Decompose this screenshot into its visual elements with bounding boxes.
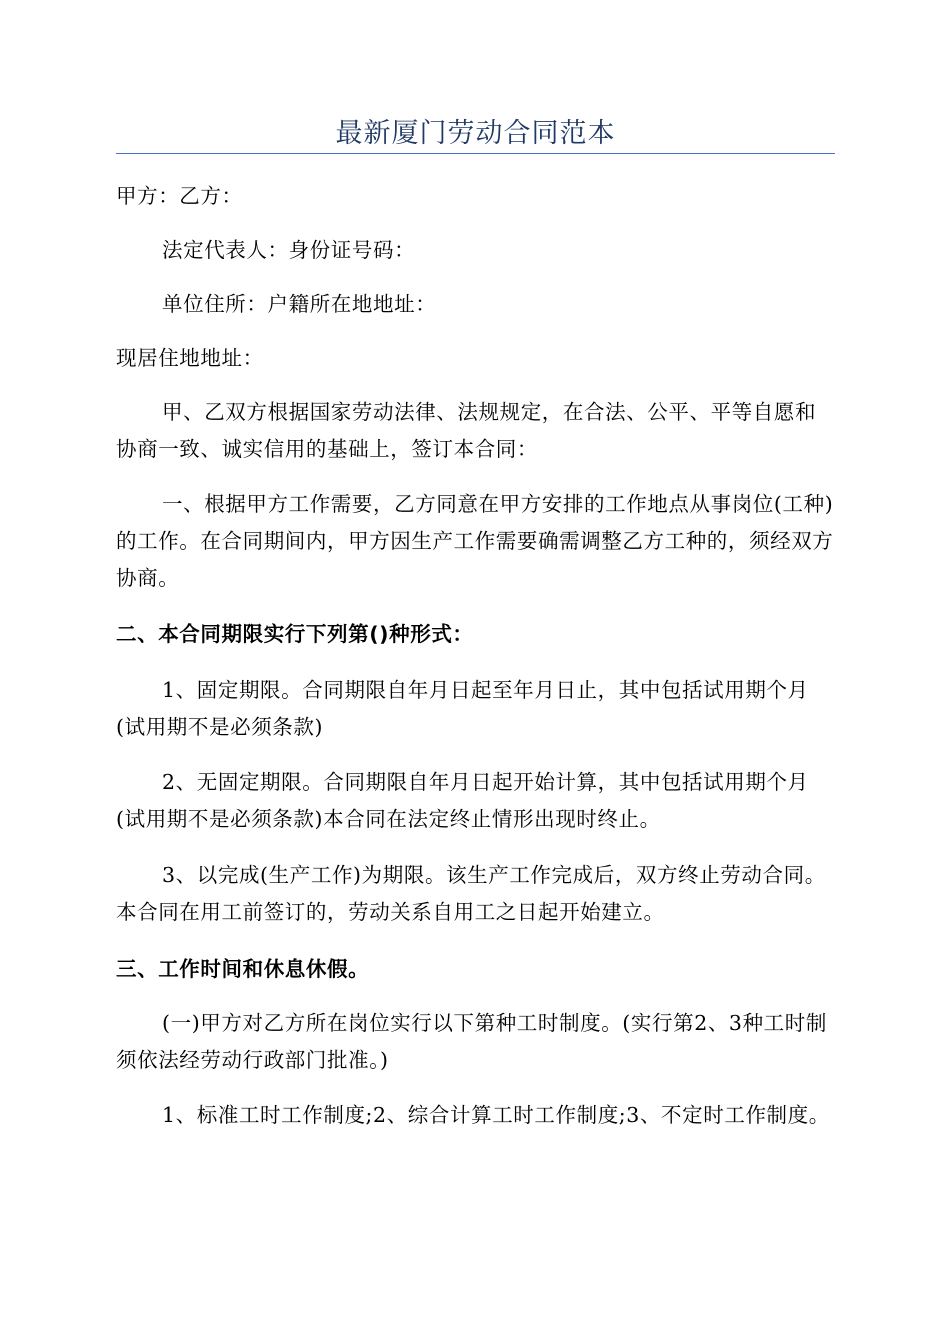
term-option-fixed: 1、固定期限。合同期限自年月日起至年月日止，其中包括试用期个月(试用期不是必须条款)	[116, 678, 809, 739]
working-hours-system-paragraph: (一)甲方对乙方所在岗位实行以下第种工时制度。(实行第2、3种工时制须依法经劳动行政部门批准。)	[116, 1011, 827, 1072]
working-hours-options-paragraph: 1、标准工时工作制度;2、综合计算工时工作制度;3、不定时工作制度。	[162, 1103, 830, 1127]
document-title: 最新厦门劳动合同范本	[335, 118, 616, 149]
address-line: 单位住所：户籍所在地地址：	[162, 292, 437, 316]
section-heading-working-hours: 三、工作时间和休息休假。	[116, 957, 370, 981]
party-line: 甲方：乙方：	[116, 184, 243, 208]
legal-representative-line: 法定代表人：身份证号码：	[162, 238, 416, 262]
term-option-open-ended: 2、无固定期限。合同期限自年月日起开始计算，其中包括试用期个月(试用期不是必须条款)本合同在法定终止情形出现时终止。	[116, 770, 809, 831]
term-option-task-based: 3、以完成(生产工作)为期限。该生产工作完成后，双方终止劳动合同。本合同在用工前签订的，劳动关系自用工之日起开始建立。	[116, 863, 826, 924]
title-underline	[116, 153, 835, 154]
clause-one-paragraph: 一、根据甲方工作需要，乙方同意在甲方安排的工作地点从事岗位(工种)的工作。在合同期间内，甲方因生产工作需要确需调整乙方工种的，须经双方协商。	[116, 492, 834, 590]
section-heading-term: 二、本合同期限实行下列第()种形式：	[116, 622, 474, 646]
current-address-line: 现居住地地址：	[116, 346, 264, 370]
preamble-paragraph: 甲、乙双方根据国家劳动法律、法规规定，在合法、公平、平等自愿和协商一致、诚实信用的基础上，签订本合同：	[116, 400, 817, 461]
